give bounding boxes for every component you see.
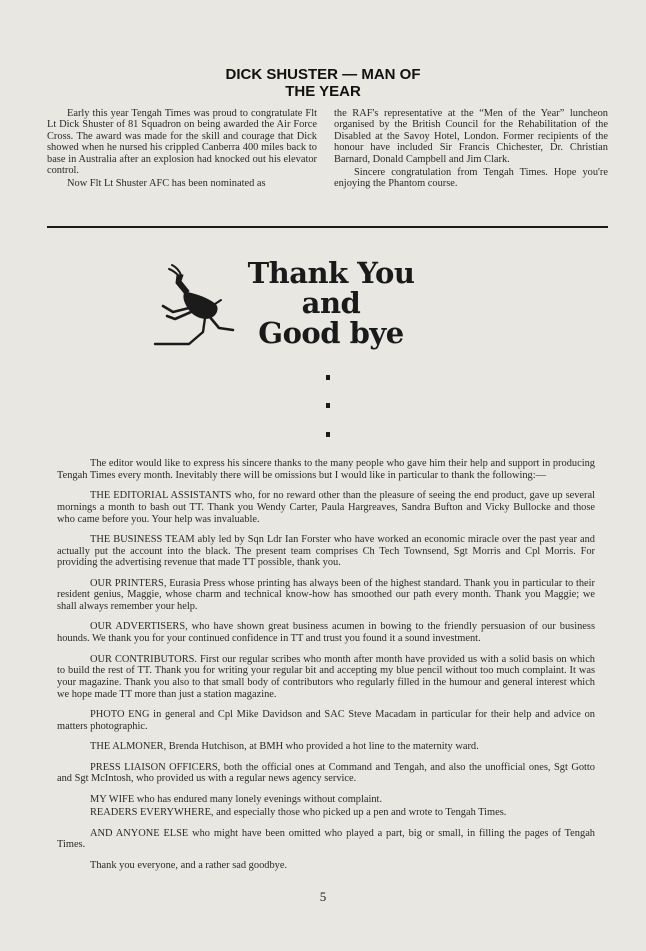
article-paragraph: the RAF's representative at the “Men of the Year” luncheon organised by the British Council for the Rehabilitation of the Disabled at the Savoy Hotel, London. Former recipients of the honour have included Sir Francis Chichester, Dr. Christian Barnard, Donald Campbell and Jim Clark.: [334, 108, 608, 165]
farewell-line-2: and: [301, 286, 361, 320]
farewell-title: [236, 258, 426, 348]
body-paragraph: OUR PRINTERS, Eurasia Press whose printing has always been of the highest standard. Thank you in particular to their resident genius, Maggie, whose charm and technical know-how has smoothed our path every month. Thank you Maggie; we shall always remember your help.: [57, 577, 595, 613]
farewell-line-3: Good bye: [258, 316, 404, 350]
bullet-marker: [326, 432, 330, 437]
body-paragraph: THE EDITORIAL ASSISTANTS who, for no reward other than the pleasure of seeing the end product, gave up several mornings a month to bash out TT. Thank you Wendy Carter, Paula Hargreaves, Sandra Bufton and Vicky Bullocke and those who came before you. Your help was invaluable.: [57, 490, 595, 525]
article-left-column: [47, 108, 317, 190]
body-paragraph: PRESS LIAISON OFFICERS, both the official ones at Command and Tengah, and also the unofficial ones, Sgt Gotto and Sgt McIntosh, who provided us with a regular news agency service.: [57, 761, 595, 785]
body-paragraph: Thank you everyone, and a rather sad goodbye.: [90, 859, 288, 871]
article-right-column: [334, 108, 608, 190]
page-number: 5: [319, 889, 327, 904]
headline-line-1: DICK SHUSTER — MAN OF: [225, 66, 421, 83]
thanks-body: [57, 458, 595, 880]
article-paragraph: Early this year Tengah Times was proud to congratulate Flt Lt Dick Shuster of 81 Squadron on being awarded the Air Force Cross. The award was made for the skill and courage that Dick showed when he nursed his crippled Canberra 400 miles back to base in Australia after an explosion had knocked out his elevator control.: [47, 108, 317, 177]
leaping-antelope-icon: [145, 264, 235, 348]
article-headline: [170, 66, 476, 100]
article-paragraph: Now Flt Lt Shuster AFC has been nominated as: [67, 178, 266, 190]
body-paragraph: PHOTO ENG in general and Cpl Mike Davidson and SAC Steve Macadam in particular for their help and advice on matters photographic.: [57, 709, 595, 732]
body-paragraph: THE BUSINESS TEAM ably led by Sqn Ldr Ian Forster who have worked an economic miracle over the past year and actually put the account into the black. The present team comprises Ch Tech Townsend, Sgt Morris and Cpl Morris. For providing the advertising revenue that made TT possible, thank you.: [57, 533, 595, 569]
headline-line-2: THE YEAR: [285, 83, 361, 100]
body-paragraph: OUR CONTRIBUTORS. First our regular scribes who month after month have provided us with a solid basis on which to build the rest of TT. Thank you for writing your regular bit and accepting my blue pencil without too much complaint. It was your magazine. Thank you also to that small body of contributors who regularly filled in the humour and general interest which we hope made TT more than just a station magazine.: [57, 653, 595, 700]
bullet-marker: [326, 403, 330, 408]
section-divider: [47, 226, 608, 228]
body-paragraph: THE ALMONER, Brenda Hutchison, at BMH who provided a hot line to the maternity ward.: [90, 741, 479, 753]
body-paragraph: The editor would like to express his sincere thanks to the many people who gave him their help and support in producing Tengah Times every month. Inevitably there will be omissions but I would like in particular to thank the following:—: [57, 458, 595, 481]
body-paragraph: AND ANYONE ELSE who might have been omitted who played a part, big or small, in filling the pages of Tengah Times.: [57, 827, 595, 851]
article-paragraph: Sincere congratulation from Tengah Times. Hope you're enjoying the Phantom course.: [334, 167, 608, 190]
body-paragraph: READERS EVERYWHERE, and especially those who picked up a pen and wrote to Tengah Times.: [90, 807, 507, 819]
body-paragraph: OUR ADVERTISERS, who have shown great business acumen in bowing to the friendly persuasion of our business hounds. We thank you for your continued confidence in TT and trust you found it a sound investment.: [57, 621, 595, 645]
bullet-marker: [326, 375, 330, 380]
body-paragraph: MY WIFE who has endured many lonely evenings without complaint.: [90, 793, 383, 805]
farewell-line-1: Thank You: [247, 256, 415, 290]
